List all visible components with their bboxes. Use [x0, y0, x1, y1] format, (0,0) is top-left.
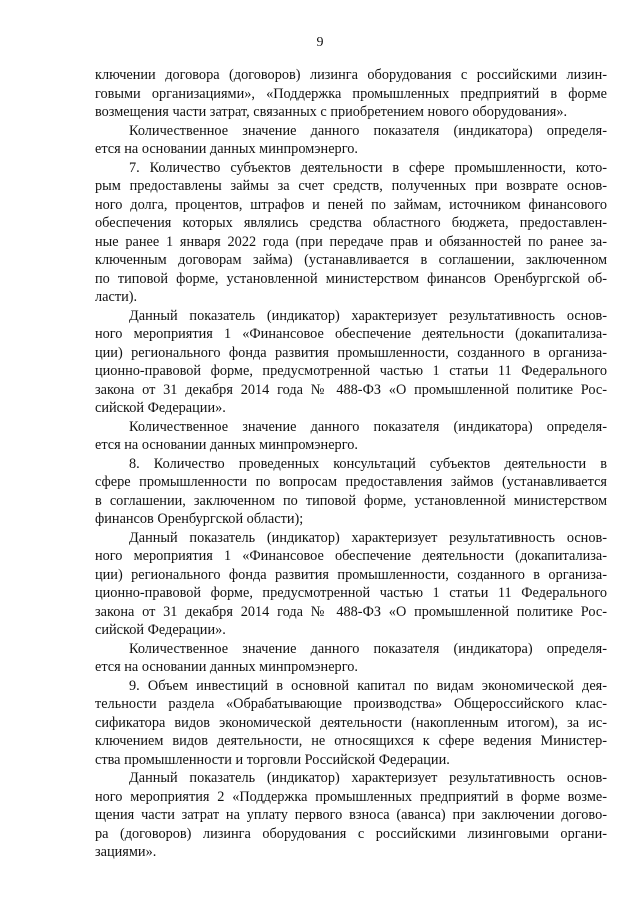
text-line: ключенным договорам займа) (устанавливается в соглашении, заключенном [95, 252, 607, 268]
text-line: сфере промышленности по вопросам предоставления займов (устанавливается [95, 474, 607, 490]
paragraph [95, 769, 607, 862]
text-line: Данный показатель (индикатор) характеризует результативность основ- [129, 529, 607, 546]
text-line: щения части затрат на уплату первого взноса (аванса) при заключении догово- [95, 807, 607, 823]
text-line: Количественное значение данного показателя (индикатора) определя- [129, 122, 607, 139]
text-line: зациями». [95, 844, 157, 860]
text-line: закона от 31 декабря 2014 года № 488-ФЗ «О промышленной политике Рос- [95, 603, 607, 620]
text-line: ется на основании данных минпромэнерго. [95, 659, 358, 675]
paragraph [95, 677, 607, 770]
text-line: по типовой форме, установленной министерством финансов Оренбургской об- [95, 270, 607, 287]
text-line: говыми организациями», «Поддержка промышленных предприятий в форме [95, 85, 607, 102]
text-line: ключении договора (договоров) лизинга оборудования с российскими лизин- [95, 67, 607, 83]
text-line: ционно-правовой форме, предусмотренной частью 1 статьи 11 Федерального [95, 585, 607, 601]
text-line: Данный показатель (индикатор) характеризует результативность основ- [129, 307, 607, 324]
paragraph [95, 640, 607, 677]
text-line: ции) регионального фонда развития промышленности, созданного в организа- [95, 344, 607, 361]
text-line: ства промышленности и торговли Российской Федерации. [95, 751, 450, 768]
text-line: обеспечения которых являлись средства областного бюджета, предоставлен- [95, 215, 607, 231]
text-line: возмещения части затрат, связанных с приобретением нового оборудования». [95, 104, 568, 120]
page-number: 9 [316, 35, 324, 50]
text-line: ется на основании данных минпромэнерго. [95, 437, 358, 453]
text-line: ного мероприятия 1 «Финансовое обеспечение деятельности (докапитализа- [95, 326, 607, 342]
paragraph [95, 307, 607, 418]
text-line: ра (договоров) лизинга оборудования с российскими лизинговыми органи- [95, 825, 607, 842]
text-line: 7. Количество субъектов деятельности в сфере промышленности, кото- [129, 159, 607, 176]
paragraph [95, 159, 607, 307]
text-line: ного долга, процентов, штрафов и пеней по займам, источником финансового [95, 196, 607, 213]
paragraph [95, 529, 607, 640]
text-line: ласти). [95, 289, 138, 305]
text-line: ного мероприятия 2 «Поддержка промышленных предприятий в форме возме- [95, 788, 607, 805]
text-line: сийской Федерации». [95, 400, 226, 416]
text-line: Количественное значение данного показателя (индикатора) определя- [129, 418, 607, 435]
text-line: сификатора видов экономической деятельности (накопленным итогом), за ис- [95, 714, 607, 731]
text-line: 9. Объем инвестиций в основной капитал по видам экономической дея- [129, 677, 607, 694]
text-line: ции) регионального фонда развития промышленности, созданного в организа- [95, 566, 607, 583]
text-line: ется на основании данных минпромэнерго. [95, 141, 358, 157]
text-line: тельности раздела «Обрабатывающие производства» Общероссийского клас- [95, 696, 607, 712]
document-body [95, 66, 607, 862]
paragraph [95, 66, 607, 122]
text-line: финансов Оренбургской области); [95, 511, 304, 527]
text-line: Количественное значение данного показателя (индикатора) определя- [129, 640, 607, 657]
paragraph [95, 455, 607, 529]
text-line: в соглашении, заключенном по типовой форме, установленной министерством [95, 492, 607, 509]
text-line: ные ранее 1 января 2022 года (при передаче прав и обязанностей по ранее за- [95, 233, 607, 250]
paragraph [95, 122, 607, 159]
paragraph [95, 418, 607, 455]
text-line: Данный показатель (индикатор) характеризует результативность основ- [129, 770, 607, 786]
text-line: закона от 31 декабря 2014 года № 488-ФЗ «О промышленной политике Рос- [95, 381, 607, 398]
text-line: рым предоставлены займы за счет средств, полученных при возврате основ- [95, 178, 607, 194]
text-line: 8. Количество проведенных консультаций субъектов деятельности в [129, 455, 607, 472]
text-line: ного мероприятия 1 «Финансовое обеспечение деятельности (докапитализа- [95, 548, 607, 564]
text-line: ключением видов деятельности, не относящихся к сфере ведения Министер- [95, 733, 607, 749]
text-line: сийской Федерации». [95, 622, 226, 638]
text-line: ционно-правовой форме, предусмотренной частью 1 статьи 11 Федерального [95, 363, 607, 379]
